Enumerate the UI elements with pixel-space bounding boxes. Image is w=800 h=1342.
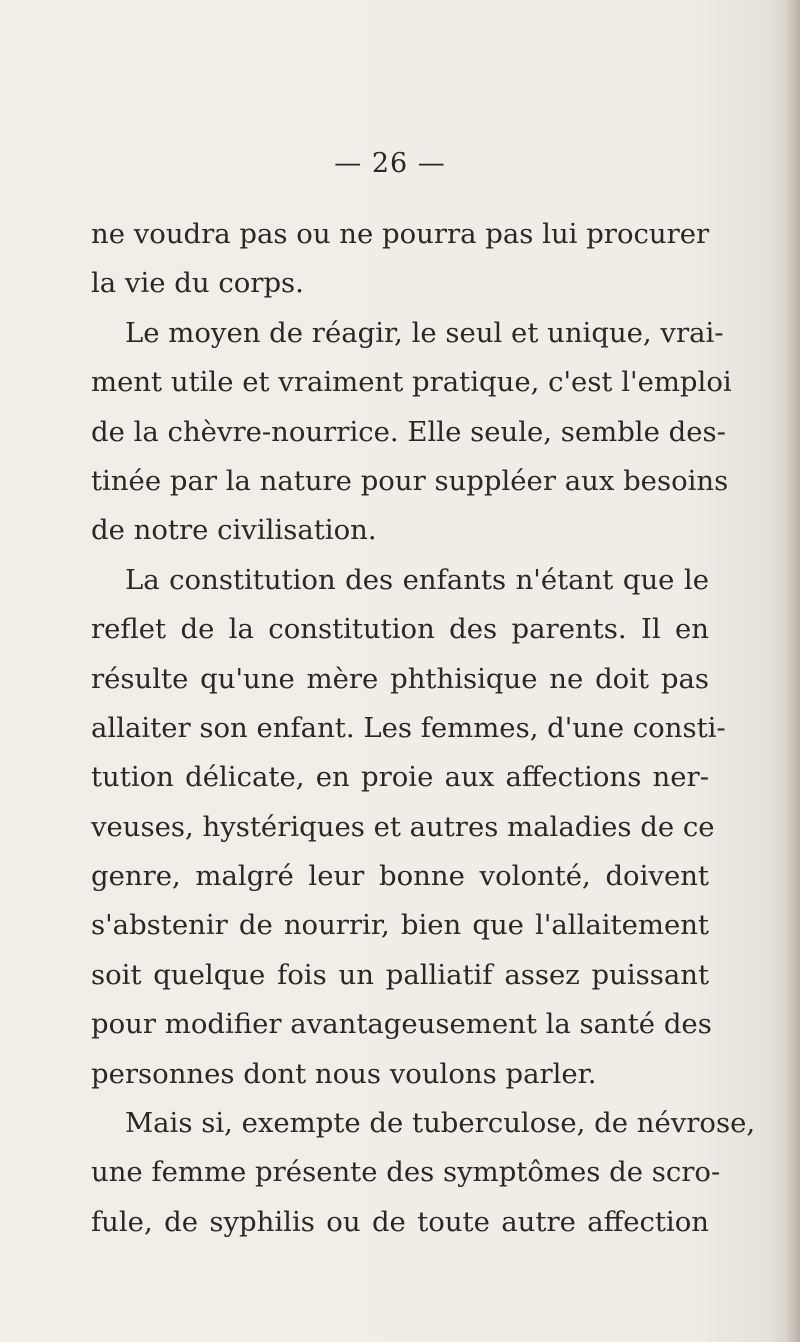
text-line: tution délicate, en proie aux affections ner-: [91, 761, 709, 794]
text-line: allaiter son enfant. Les femmes, d'une consti-: [91, 711, 726, 744]
page-edge-shadow: [786, 0, 800, 1342]
text-line: soit quelque fois un palliatif assez puissant: [91, 958, 709, 991]
paragraph-start-line: Mais si, exempte de tuberculose, de névrose,: [125, 1107, 756, 1140]
text-line: pour modifier avantageusement la santé des: [91, 1008, 712, 1041]
paragraph-start-line: La constitution des enfants n'étant que le: [125, 563, 709, 596]
text-line: de notre civilisation.: [91, 514, 377, 547]
text-line: s'abstenir de nourrir, bien que l'allaitement: [91, 909, 709, 942]
paragraph-start-line: Le moyen de réagir, le seul et unique, vrai-: [125, 316, 724, 349]
text-line: tinée par la nature pour suppléer aux besoins: [91, 464, 729, 497]
text-line: ne voudra pas ou ne pourra pas lui procurer: [91, 218, 710, 250]
body-text: [91, 210, 756, 1247]
text-line: fule, de syphilis ou de toute autre affection: [91, 1205, 709, 1238]
text-line: résulte qu'une mère phthisique ne doit pas: [91, 662, 709, 695]
text-line: reflet de la constitution des parents. Il en: [91, 613, 709, 646]
text-line: personnes dont nous voulons parler.: [91, 1057, 597, 1090]
page-number: — 26 —: [334, 148, 446, 179]
text-line: une femme présente des symptômes de scro-: [91, 1156, 721, 1189]
text-line: genre, malgré leur bonne volonté, doivent: [91, 860, 709, 893]
text-line: veuses, hystériques et autres maladies de ce: [91, 810, 715, 843]
text-line: ment utile et vraiment pratique, c'est l'emploi: [91, 366, 732, 399]
text-line: de la chèvre-nourrice. Elle seule, semble des-: [91, 415, 726, 448]
text-line: la vie du corps.: [91, 267, 304, 300]
